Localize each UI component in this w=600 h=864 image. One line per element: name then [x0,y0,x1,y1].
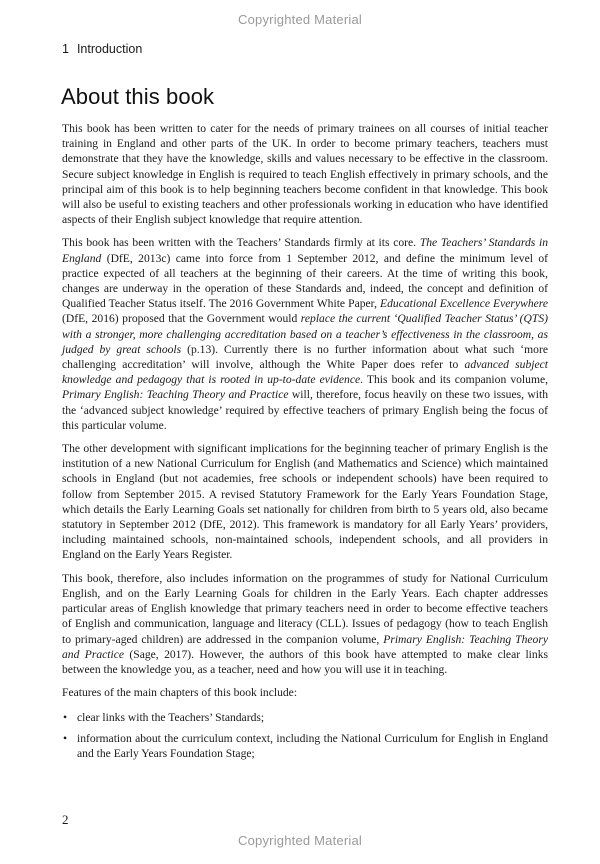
bullet-icon: • [63,731,68,745]
list-item [62,731,548,761]
page-title: About this book [61,84,215,109]
italic-run: The Teachers’ Standards in England [62,236,548,265]
text-run: will, therefore, focus heavily on these two issues, with the ‘advanced subject knowledge’ required by effective teachers of primary English being the focus of this particular volume. [62,388,549,432]
paragraph-1: This book has been written to cater for the needs of primary trainees on all courses of initial teacher training in England and other parts of the UK. In order to become primary teachers, teachers must demonstrate that they have the knowledge, skills and values necessary to be effective in the classroom. Secure subject knowledge in English is required to teach English effectively in primary schools, and the principal aim of this book is to help beginning teachers become confident in that knowledge. This book will also be useful to existing teachers and other professionals working in education who have identified aspects of their English subject knowledge that require attention. [62,122,548,227]
body-text [62,121,548,766]
italic-run: Educational Excellence Everywhere [380,297,548,311]
running-head [62,42,142,56]
list-item-text: clear links with the Teachers’ Standards; [77,711,265,725]
text-run: (DfE, 2016) proposed that the Government would [62,312,298,326]
italic-run: advanced subject knowledge and pedagogy that is rooted in up-to-date evidence [62,358,548,387]
watermark-bottom: Copyrighted Material [238,833,362,848]
italic-run: replace the current ‘Qualified Teacher Status’ (QTS) with a stronger, more challenging accreditation based on a teacher’s effectiveness in the classroom, as judged by great schools [62,312,548,356]
page-number: 2 [62,812,69,827]
text-run: (DfE, 2013c) came into force from 1 September 2012, and define the minimum level of practice expected of all teachers at the beginning of their careers. At the time of writing this book, changes are underway in the operation of these Standards and, indeed, the concept and definition of Qualified Teacher Status itself. The 2016 Government White Paper, [62,251,548,311]
italic-run: Primary English: Teaching Theory and Practice [62,632,548,661]
list-item [62,710,548,725]
text-run: (p.13). Currently there is no further information about what such ‘more challenging accreditation’ will involve, although the White Paper does refer to [62,342,548,372]
chapter-title: Introduction [76,42,143,56]
text-run: (Sage, 2017). However, the authors of this book have attempted to make clear links between the knowledge you, as a teacher, need and how you will use it in teaching. [62,647,549,676]
paragraph-3: The other development with significant implications for the beginning teacher of primary English is the institution of a new National Curriculum for English (and Mathematics and Science) which maintained schools in England (but not academies, free schools or independent schools) have been required to follow from September 2015. A revised Statutory Framework for the Early Years Foundation Stage, which details the Early Learning Goals set nationally for children from birth to 5 years old, also became statutory in September 2012 (DfE, 2012). This framework is mandatory for all Early Years’ providers, including maintained schools, non-maintained schools, independent schools, and all providers in England on the Early Years Register. [62,442,548,562]
italic-run: Primary English: Teaching Theory and Practice [62,388,289,402]
watermark-top: Copyrighted Material [238,12,362,27]
text-run: This book, therefore, also includes information on the programmes of study for National Curriculum English, and on the Early Learning Goals for children in the Early Years. Each chapter addresses particular areas of English knowledge that primary teachers need in order to become effective teachers of English and communication, language and literacy (CLL). Issues of pedagogy (how to teach English to primary-aged children) are addressed in the companion volume, [62,571,548,646]
chapter-number: 1 [62,42,69,56]
list-item-text: information about the curriculum context, including the National Curriculum for English in England and the Early Years Foundation Stage; [77,731,548,760]
text-run: . This book and its companion volume, [360,373,549,387]
features-list [62,710,548,761]
paragraph-2 [62,235,548,433]
bullet-icon: • [63,711,68,725]
paragraph-4 [62,571,548,677]
paragraph-5: Features of the main chapters of this book include: [62,686,298,700]
text-run: This book has been written with the Teachers’ Standards firmly at its core. [62,236,417,250]
